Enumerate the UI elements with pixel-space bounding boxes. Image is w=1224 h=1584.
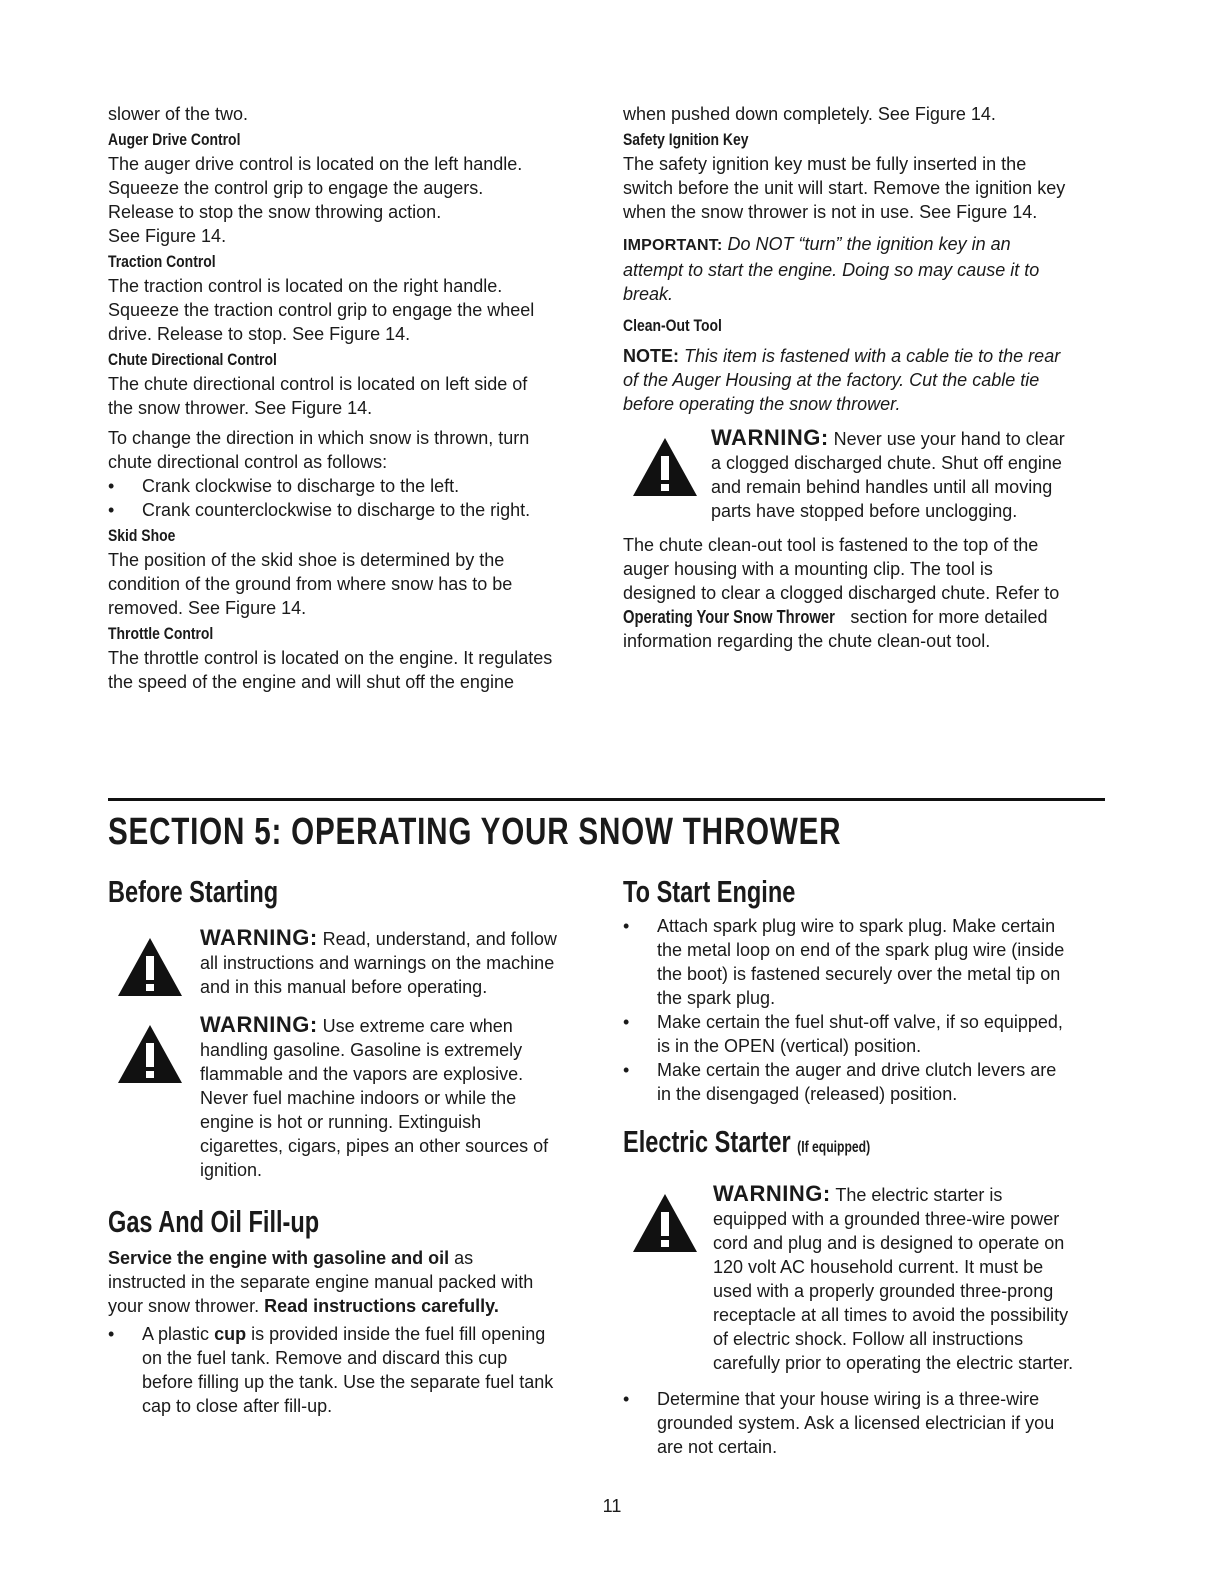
electric-starter-heading: Electric Starter (If equipped) — [623, 1124, 871, 1159]
list-item: • Attach spark plug wire to spark plug. Make certain the metal loop on end of the spark plug wire (inside the boot) is fastened securely over the metal tip on the spark plug. — [623, 916, 1065, 1008]
list-item: • Crank counterclockwise to discharge to the right. — [108, 500, 531, 520]
list-item: • Make certain the auger and drive clutch levers are in the disengaged (released) position. — [623, 1060, 1057, 1104]
chute-heading: Chute Directional Control — [108, 350, 277, 369]
traction-text: The traction control is located on the right handle. Squeeze the traction control grip to engage the wheel drive. Release to stop. See Figure 14. — [108, 276, 535, 344]
gas-oil-heading: Gas And Oil Fill-up — [108, 1204, 320, 1239]
cleanout-note: NOTE: This item is fastened with a cable tie to the rear of the Auger Housing at the factory. Cut the cable tie before operating the snow thrower. — [623, 346, 1061, 414]
chute-text: The chute directional control is located on left side of the snow thrower. See Figure 14. — [108, 374, 528, 418]
list-item: • A plastic cup is provided inside the fuel fill opening on the fuel tank. Remove and discard this cup before filling up the tank. Use the separate fuel tank cap to close after fill-up. — [108, 1324, 554, 1416]
continuation-text-right: when pushed down completely. See Figure 14. — [623, 104, 996, 124]
warning-icon — [114, 934, 186, 1000]
left-bottom-column — [108, 874, 592, 1418]
cleanout-body: The chute clean-out tool is fastened to the top of the auger housing with a mounting clip. The tool is designed to clear a clogged discharged chute. Refer to Operating Your Snow Thrower section for more detailed information regarding the chute clean-out tool. — [623, 535, 1060, 651]
before-starting-heading: Before Starting — [108, 874, 279, 909]
chute-text-2: To change the direction in which snow is thrown, turn chute directional control as follows: — [108, 428, 530, 472]
page-number: 11 — [602, 1496, 622, 1516]
cleanout-warning: WARNING: Never use your hand to clear a clogged discharged chute. Shut off engine and remain behind handles until all moving parts have stopped before unclogging. — [623, 426, 1107, 523]
traction-heading: Traction Control — [108, 252, 216, 271]
list-item: • Determine that your house wiring is a three-wire grounded system. Ask a licensed electrician if you are not certain. — [623, 1389, 1055, 1457]
skid-shoe-heading: Skid Shoe — [108, 526, 176, 545]
right-bottom-column — [623, 874, 1113, 1459]
throttle-heading: Throttle Control — [108, 624, 214, 643]
continuation-text: slower of the two. — [108, 104, 249, 124]
list-item: • Crank clockwise to discharge to the left. — [108, 476, 460, 496]
skid-text: The position of the skid shoe is determined by the condition of the ground from where snow has to be removed. See Figure 14. — [108, 550, 513, 618]
throttle-text: The throttle control is located on the engine. It regulates the speed of the engine and will shut off the engine — [108, 648, 553, 692]
warning-gasoline: WARNING: Use extreme care when handling gasoline. Gasoline is extremely flammable and the vapors are explosive. Never fuel machine indoors or while the engine is hot or running. Extinguish cigarettes, cigars, pipes an other sources of ignition. — [108, 1013, 592, 1182]
auger-drive-heading: Auger Drive Control — [108, 130, 241, 149]
important-note: IMPORTANT: Do NOT “turn” the ignition key in an attempt to start the engine. Doing so may cause it to break. — [623, 234, 1040, 304]
gas-bullets — [108, 1322, 592, 1418]
ignition-key-heading: Safety Ignition Key — [623, 130, 749, 149]
cleanout-heading: Clean-Out Tool — [623, 316, 722, 335]
ignition-text: The safety ignition key must be fully inserted in the switch before the unit will start. Remove the ignition key when the snow thrower is not in use. See Figure 14. — [623, 154, 1066, 222]
start-bullets — [623, 914, 1113, 1106]
section-title: SECTION 5: OPERATING YOUR SNOW THROWER — [108, 811, 842, 853]
section-divider — [108, 798, 1105, 801]
auger-text: The auger drive control is located on the left handle. Squeeze the control grip to engage the augers. Release to stop the snow throwing action. See Figure 14. — [108, 154, 523, 246]
right-top-column — [623, 102, 1107, 653]
chute-bullets — [108, 474, 592, 522]
left-top-column — [108, 102, 592, 694]
warning-icon — [629, 434, 701, 500]
start-engine-heading: To Start Engine — [623, 874, 796, 909]
section-reference: Operating Your Snow Thrower — [623, 607, 835, 627]
electric-bullets — [623, 1387, 1113, 1459]
warning-read-instructions: WARNING: Read, understand, and follow all instructions and warnings on the machine and in this manual before operating. — [108, 926, 592, 999]
warning-icon — [629, 1190, 701, 1256]
gas-intro: Service the engine with gasoline and oil as instructed in the separate engine manual packed with your snow thrower. Read instructions carefully. — [108, 1248, 534, 1316]
warning-icon — [114, 1021, 186, 1087]
if-equipped-note: (If equipped) — [797, 1139, 871, 1156]
list-item: • Make certain the fuel shut-off valve, if so equipped, is in the OPEN (vertical) position. — [623, 1012, 1063, 1056]
warning-electric: WARNING: The electric starter is equipped with a grounded three-wire power cord and plug and is designed to operate on 120 volt AC household current. It must be used with a properly grounded three-prong receptacle at all times to avoid the possibility of electric shock. Follow all instructions carefully prior to operating the electric starter. — [623, 1182, 1113, 1375]
